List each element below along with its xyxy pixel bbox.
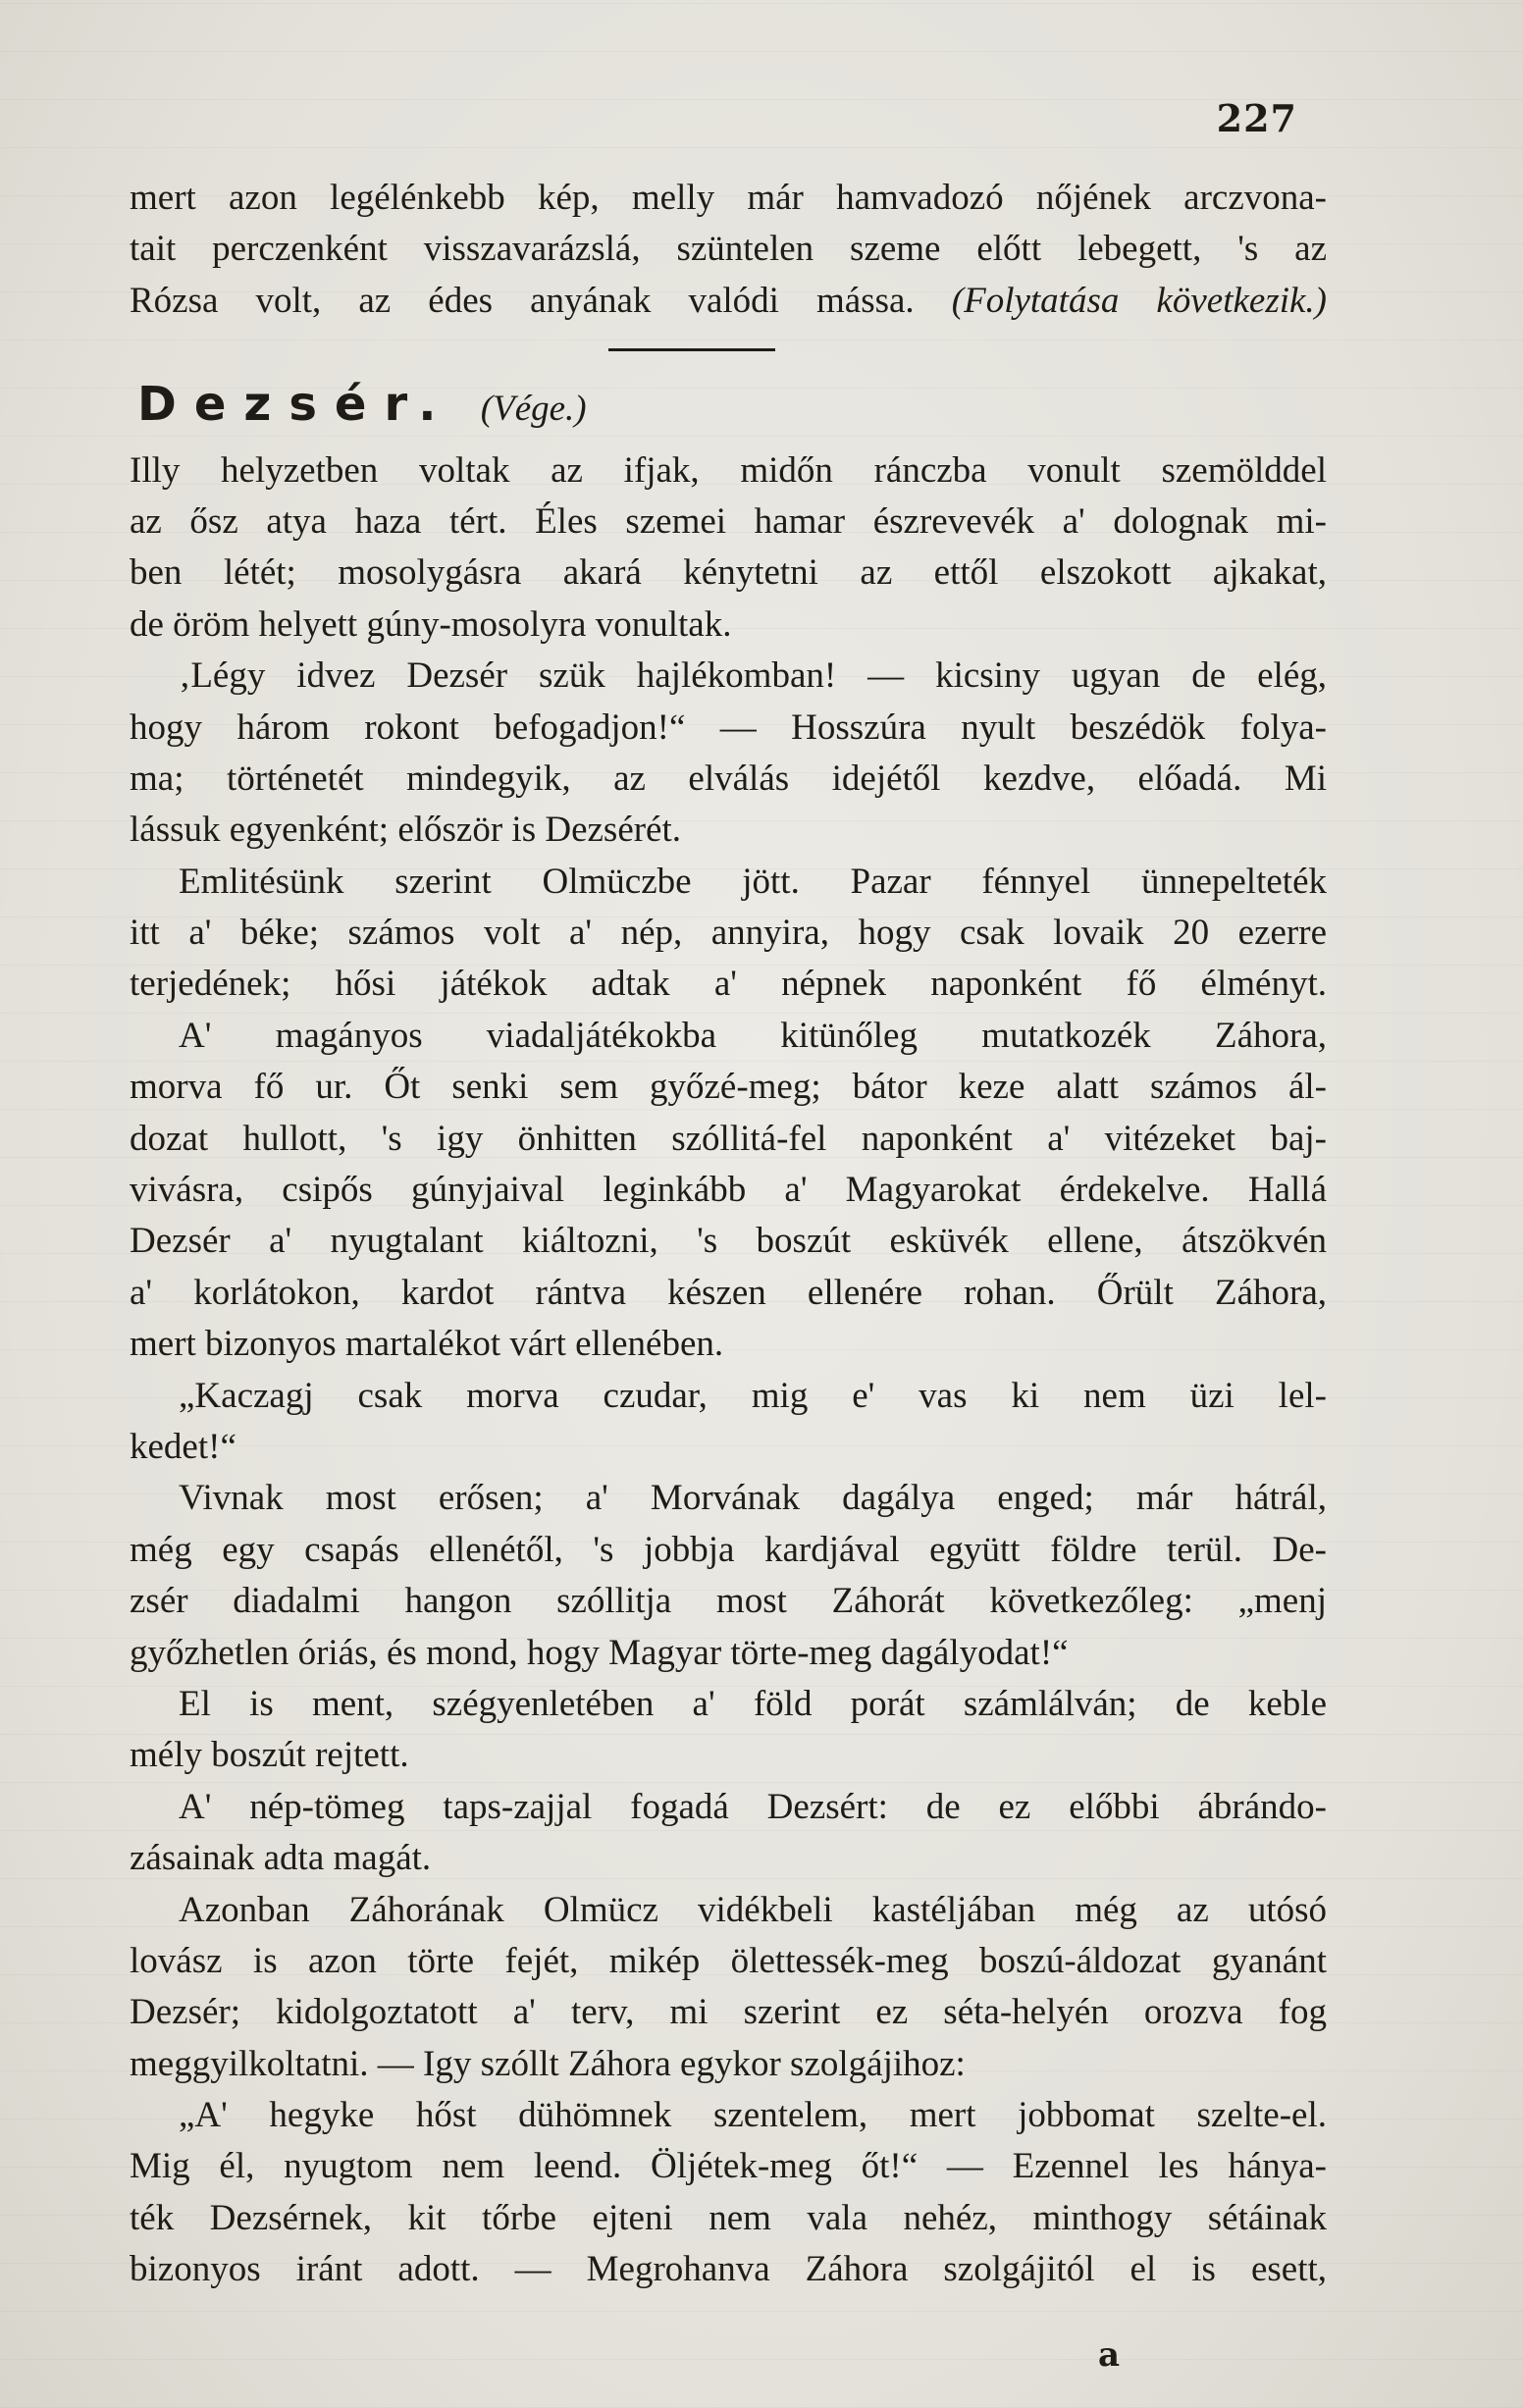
text-line: itt a' béke; számos volt a' nép, annyira, hogy csak lovaik 20 ezerre: [130, 913, 1327, 954]
page-number: 227: [1216, 96, 1297, 140]
paragraph: [130, 651, 1327, 857]
text-line: „Kaczagj csak morva czudar, mig e' vas ki nem üzi lel-: [179, 1375, 1327, 1416]
paragraph: [130, 1011, 1327, 1371]
paragraph: [130, 1885, 1327, 2091]
text-line: az ősz atya haza tért. Éles szemei hamar észrevevék a' dolognak mi-: [130, 500, 1327, 542]
text-line: hogy három rokont befogadjon!“ — Hosszúra nyult beszédök folya-: [130, 707, 1327, 748]
paragraph: [130, 1371, 1327, 1474]
text-line: ‚Légy idvez Dezsér szük hajlékomban! — kicsiny ugyan de elég,: [179, 655, 1327, 697]
paragraph: [130, 1679, 1327, 1782]
text-line: lássuk egyenként; először is Dezsérét.: [130, 810, 682, 851]
text-line: zsér diadalmi hangon szóllitja most Záhorát következőleg: „menj: [130, 1581, 1327, 1622]
paragraph-continuation: [130, 173, 1327, 327]
paragraph: [130, 445, 1327, 652]
text-line: [130, 276, 1327, 327]
text-line: Emlitésünk szerint Olmüczbe jött. Pazar fénnyel ünnepelteték: [179, 861, 1327, 902]
text-line: Azonban Záhorának Olmücz vidékbeli kastéljában még az utósó: [179, 1889, 1327, 1930]
text-line: Vivnak most erősen; a' Morvának dagálya enged; már hátrál,: [179, 1478, 1327, 1519]
paragraph: [130, 1473, 1327, 1679]
page-text: [130, 173, 1327, 2296]
text-line: kedet!“: [130, 1426, 236, 1467]
text-line: dozat hullott, 's igy önhitten szóllitá-fel naponként a' vitézeket baj-: [130, 1118, 1327, 1159]
text-line: meggyilkoltatni. — Igy szóllt Záhora egykor szolgájihoz:: [130, 2043, 966, 2084]
text-line: Illy helyzetben voltak az ifjak, midőn ránczba vonult szemölddel: [130, 449, 1327, 491]
text-line: mert bizonyos martalékot várt ellenében.: [130, 1324, 724, 1365]
story-part-note: (Vége.): [480, 388, 587, 429]
paragraph: [130, 857, 1327, 1011]
text-line: A' nép-tömeg taps-zajjal fogadá Dezsért: de ez előbbi ábrándo-: [179, 1786, 1327, 1827]
text-line: terjedének; hősi játékok adtak a' népnek naponként fő élményt.: [130, 964, 1327, 1005]
text-line: tait perczenként visszavarázslá, szüntelen szeme előtt lebegett, 's az: [130, 229, 1327, 270]
text-line: El is ment, szégyenletében a' föld porát számlálván; de keble: [179, 1683, 1327, 1724]
paragraph: [130, 1782, 1327, 1885]
text-line: Mig él, nyugtom nem leend. Öljétek-meg őt!“ — Ezennel les hánya-: [130, 2146, 1327, 2187]
text-line: Dezsér a' nyugtalant kiáltozni, 's boszút esküvék ellene, átszökvén: [130, 1221, 1327, 1262]
text-line: lovász is azon törte fejét, mikép ölettessék-meg boszú-áldozat gyanánt: [130, 1940, 1327, 1981]
text-line: Dezsér; kidolgoztatott a' terv, mi szerint ez séta-helyén orozva fog: [130, 1992, 1327, 2033]
text-line: ben létét; mosolygásra akará kénytetni az ettől elszokott ajkakat,: [130, 552, 1327, 594]
text-line: mert azon legélénkebb kép, melly már hamvadozó nőjének arczvona-: [130, 178, 1327, 218]
text-line: de öröm helyett gúny-mosolyra vonultak.: [130, 603, 732, 645]
text-line: még egy csapás ellenétől, 's jobbja kardjával együtt földre terül. De-: [130, 1529, 1327, 1570]
signature-mark: a: [1097, 2335, 1121, 2375]
text-line: morva fő ur. Őt senki sem győzé-meg; bátor keze alatt számos ál-: [130, 1067, 1327, 1108]
text-line: a' korlátokon, kardot rántva készen ellenére rohan. Őrült Záhora,: [130, 1272, 1327, 1313]
section-divider: [130, 327, 1327, 378]
story-title: Dezsér.: [137, 376, 454, 432]
closing-sentence: Rózsa volt, az édes anyának valódi mássa.: [130, 280, 915, 321]
text-line: ma; történetét mindegyik, az elválás idejétől kezdve, előadá. Mi: [130, 758, 1327, 799]
to-be-continued-note: (Folytatása következik.): [951, 280, 1327, 321]
text-line: bizonyos iránt adott. — Megrohanva Záhora szolgájitól el is esett,: [130, 2249, 1327, 2290]
text-line: zásainak adta magát.: [130, 1838, 432, 1879]
text-line: győzhetlen óriás, és mond, hogy Magyar törte-meg dagályodat!“: [130, 1632, 1069, 1673]
text-line: „A' hegyke hőst dühömnek szentelem, mert jobbomat szelte-el.: [179, 2095, 1327, 2136]
story-heading: [130, 376, 1327, 445]
paragraph: [130, 2090, 1327, 2296]
text-line: mély boszút rejtett.: [130, 1735, 409, 1776]
text-line: ték Dezsérnek, kit tőrbe ejteni nem vala nehéz, minthogy sétáinak: [130, 2197, 1327, 2238]
text-line: A' magányos viadaljátékokba kitünőleg mutatkozék Záhora,: [179, 1015, 1327, 1056]
text-line: vivásra, csipős gúnyjaival leginkább a' Magyarokat érdekelve. Hallá: [130, 1170, 1327, 1211]
